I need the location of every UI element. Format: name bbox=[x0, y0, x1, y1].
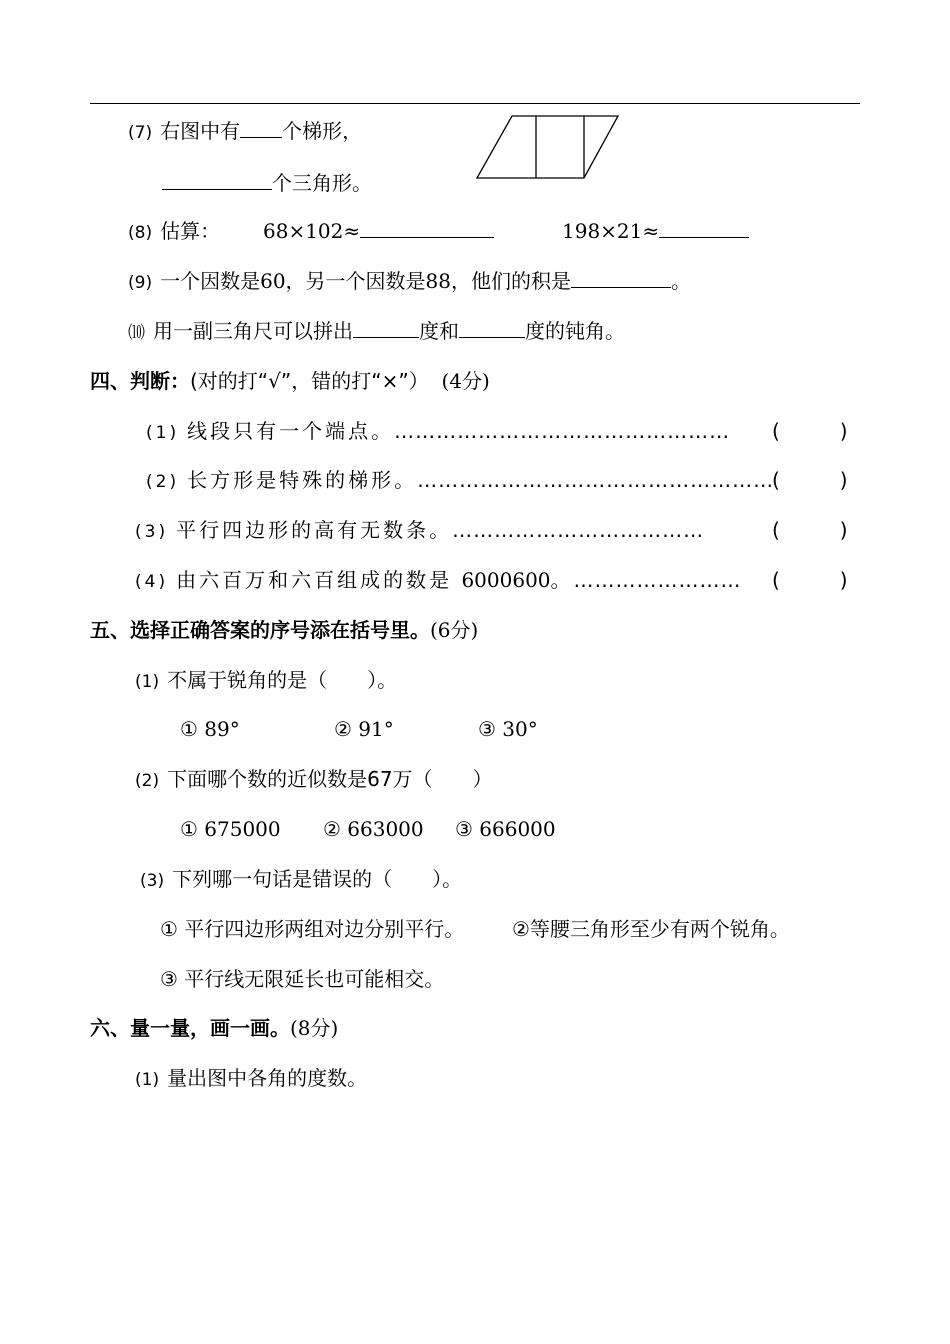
judge-item-1: (1) 线段只有一个端点。………………………………………… bbox=[146, 418, 730, 446]
section-6-heading: 六、量一量，画一画。(8分) bbox=[90, 1016, 339, 1040]
question-label: (9) bbox=[128, 273, 153, 293]
question-label: (3) bbox=[135, 522, 169, 542]
estimate-expr-2: 198×21≈ bbox=[562, 218, 749, 244]
answer-blank[interactable] bbox=[459, 319, 525, 338]
choice-option[interactable]: ① 89° bbox=[180, 717, 240, 741]
question-7-line2: 个三角形。 bbox=[162, 170, 372, 196]
judge-item-2: (2) 长方形是特殊的梯形。…………………………………………… bbox=[146, 467, 774, 495]
answer-paren[interactable]: ( ) bbox=[772, 468, 848, 492]
top-rule bbox=[90, 103, 860, 104]
answer-blank[interactable] bbox=[571, 269, 671, 288]
question-label: (2) bbox=[146, 472, 180, 492]
question-10: ⑽ 用一副三角尺可以拼出 度和 度的钝角。 bbox=[128, 318, 625, 346]
choice-option[interactable]: ③ 30° bbox=[478, 717, 538, 741]
question-label: (8) bbox=[128, 223, 153, 243]
choice-option[interactable]: ① 平行四边形两组对边分别平行。 bbox=[160, 917, 465, 941]
answer-blank[interactable] bbox=[240, 119, 282, 138]
answer-blank[interactable] bbox=[353, 319, 419, 338]
question-label: (1) bbox=[135, 672, 160, 692]
choice-option[interactable]: ②等腰三角形至少有两个锐角。 bbox=[512, 917, 790, 941]
choice-option[interactable]: ③ 平行线无限延长也可能相交。 bbox=[160, 967, 445, 991]
choice-question-3: (3) 下列哪一句话是错误的（ ）。 bbox=[140, 866, 462, 894]
question-7: (7) 右图中有 个梯形， bbox=[128, 118, 362, 146]
trapezoid-figure bbox=[474, 114, 624, 182]
judge-item-4: (4) 由六百万和六百组成的数是 6000600。…………………… bbox=[135, 567, 742, 595]
answer-blank[interactable] bbox=[162, 171, 272, 190]
choice-option[interactable]: ② 91° bbox=[334, 717, 394, 741]
answer-blank[interactable] bbox=[360, 219, 494, 238]
section-4-heading: 四、判断：(对的打“√”，错的打“×”） (4分) bbox=[90, 369, 490, 393]
question-9: (9) 一个因数是60，另一个因数是88，他们的积是 。 bbox=[128, 268, 691, 296]
question-label: (1) bbox=[146, 423, 180, 443]
estimate-expr-1: 68×102≈ bbox=[263, 218, 494, 244]
answer-blank[interactable] bbox=[659, 219, 749, 238]
answer-paren[interactable]: ( ) bbox=[772, 419, 848, 443]
judge-item-3: (3) 平行四边形的高有无数条。……………………………… bbox=[135, 517, 704, 545]
question-label: (4) bbox=[135, 572, 169, 592]
question-label: ⑽ bbox=[128, 323, 145, 343]
choice-option[interactable]: ② 663000 bbox=[323, 817, 424, 841]
section-5-heading: 五、选择正确答案的序号添在括号里。(6分) bbox=[90, 618, 479, 642]
question-label: (2) bbox=[135, 771, 160, 791]
choice-question-1: (1) 不属于锐角的是（ ）。 bbox=[135, 667, 397, 695]
question-8: (8) 估算： bbox=[128, 218, 220, 246]
question-label: (3) bbox=[140, 871, 165, 891]
question-label: (7) bbox=[128, 123, 153, 143]
answer-paren[interactable]: ( ) bbox=[772, 568, 848, 592]
choice-option[interactable]: ③ 666000 bbox=[455, 817, 556, 841]
choice-question-2: (2) 下面哪个数的近似数是67万（ ） bbox=[135, 766, 493, 794]
choice-option[interactable]: ① 675000 bbox=[180, 817, 281, 841]
answer-paren[interactable]: ( ) bbox=[772, 518, 848, 542]
measure-question-1: (1) 量出图中各角的度数。 bbox=[135, 1065, 367, 1093]
question-label: (1) bbox=[135, 1070, 160, 1090]
